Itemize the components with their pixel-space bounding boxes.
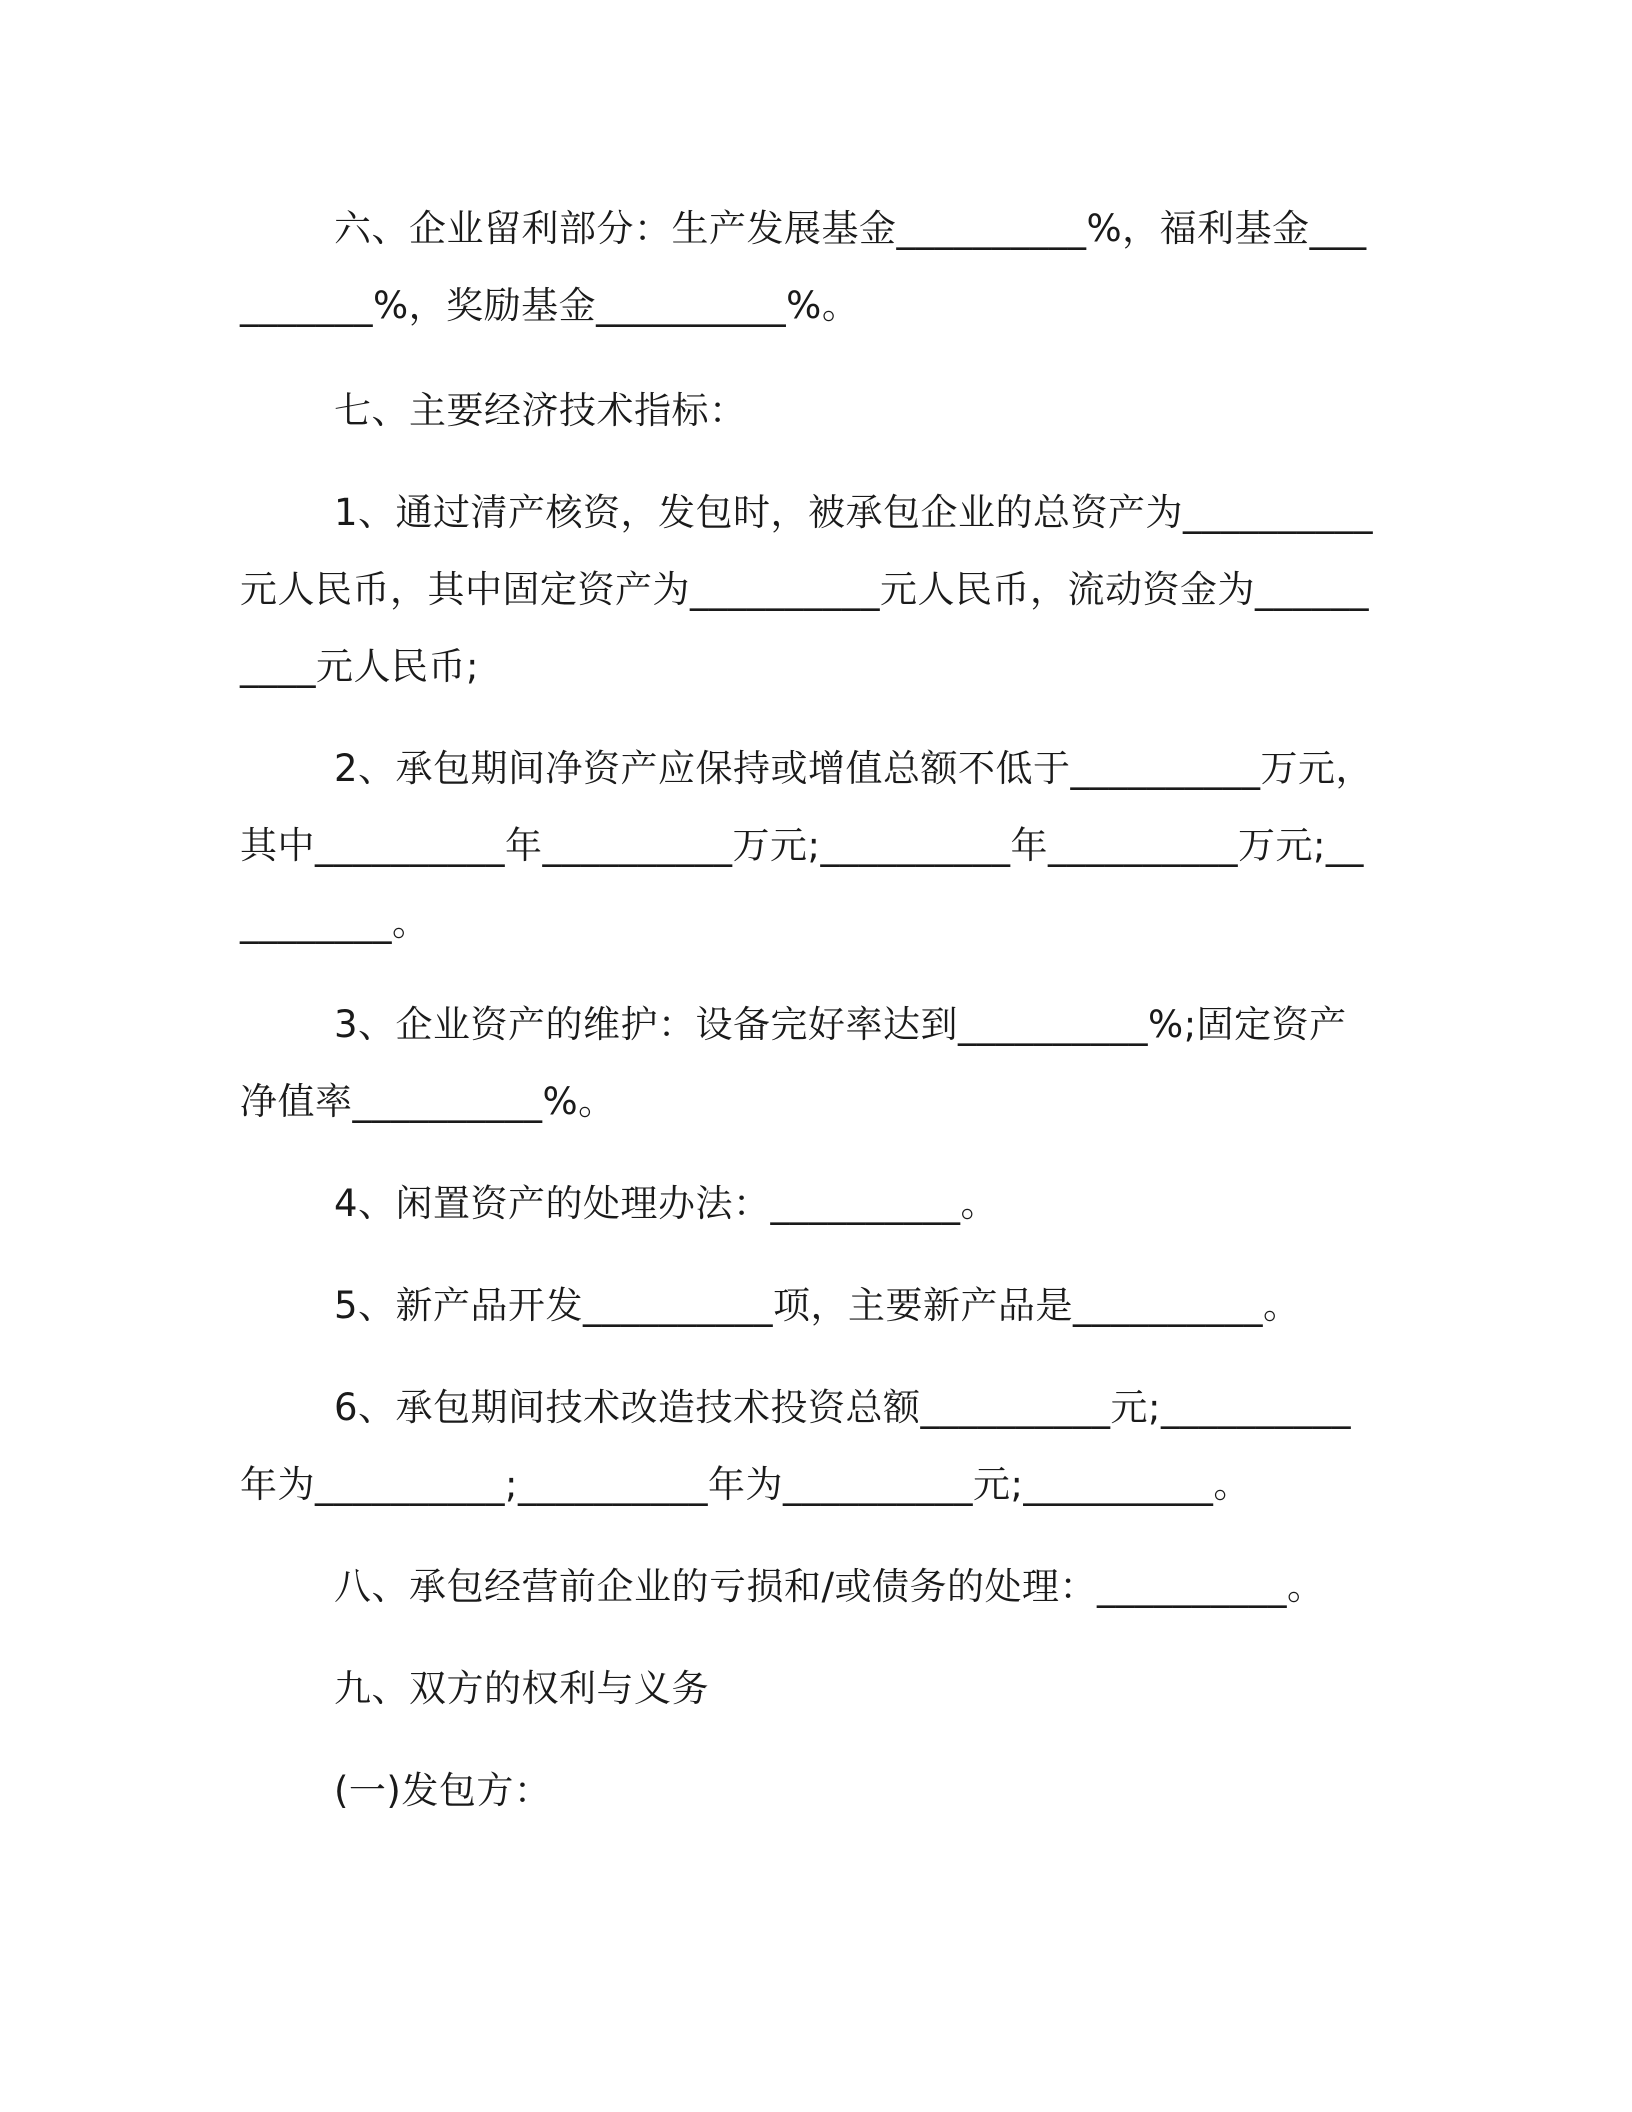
clause-6-retained-profit: 六、企业留利部分：生产发展基金__________%，福利基金__________%，奖励基金__________%。 xyxy=(240,207,1367,327)
section-employer-heading: (一)发包方： xyxy=(334,1769,552,1812)
indicator-2-net-assets: 2、承包期间净资产应保持或增值总额不低于__________万元，其中__________年__________万元;__________年__________万元;__________。 xyxy=(240,747,1374,944)
clause-8-losses-debts: 八、承包经营前企业的亏损和/或债务的处理：__________。 xyxy=(334,1565,1325,1608)
indicator-5-new-products: 5、新产品开发__________项，主要新产品是__________。 xyxy=(334,1284,1301,1327)
indicator-4-idle-assets: 4、闲置资产的处理办法：__________。 xyxy=(334,1182,999,1225)
indicator-1-total-assets: 1、通过清产核资，发包时，被承包企业的总资产为__________元人民币，其中固定资产为__________元人民币，流动资金为__________元人民币; xyxy=(240,491,1374,688)
indicator-6-tech-investment: 6、承包期间技术改造技术投资总额__________元;__________年为__________;__________年为__________元;__________。 xyxy=(240,1386,1352,1506)
document-body xyxy=(240,190,1380,1829)
clause-7-heading: 七、主要经济技术指标： xyxy=(334,389,747,432)
indicator-3-asset-maintenance: 3、企业资产的维护：设备完好率达到__________%;固定资产净值率__________%。 xyxy=(240,1003,1347,1123)
clause-9-rights-obligations: 九、双方的权利与义务 xyxy=(334,1667,709,1710)
